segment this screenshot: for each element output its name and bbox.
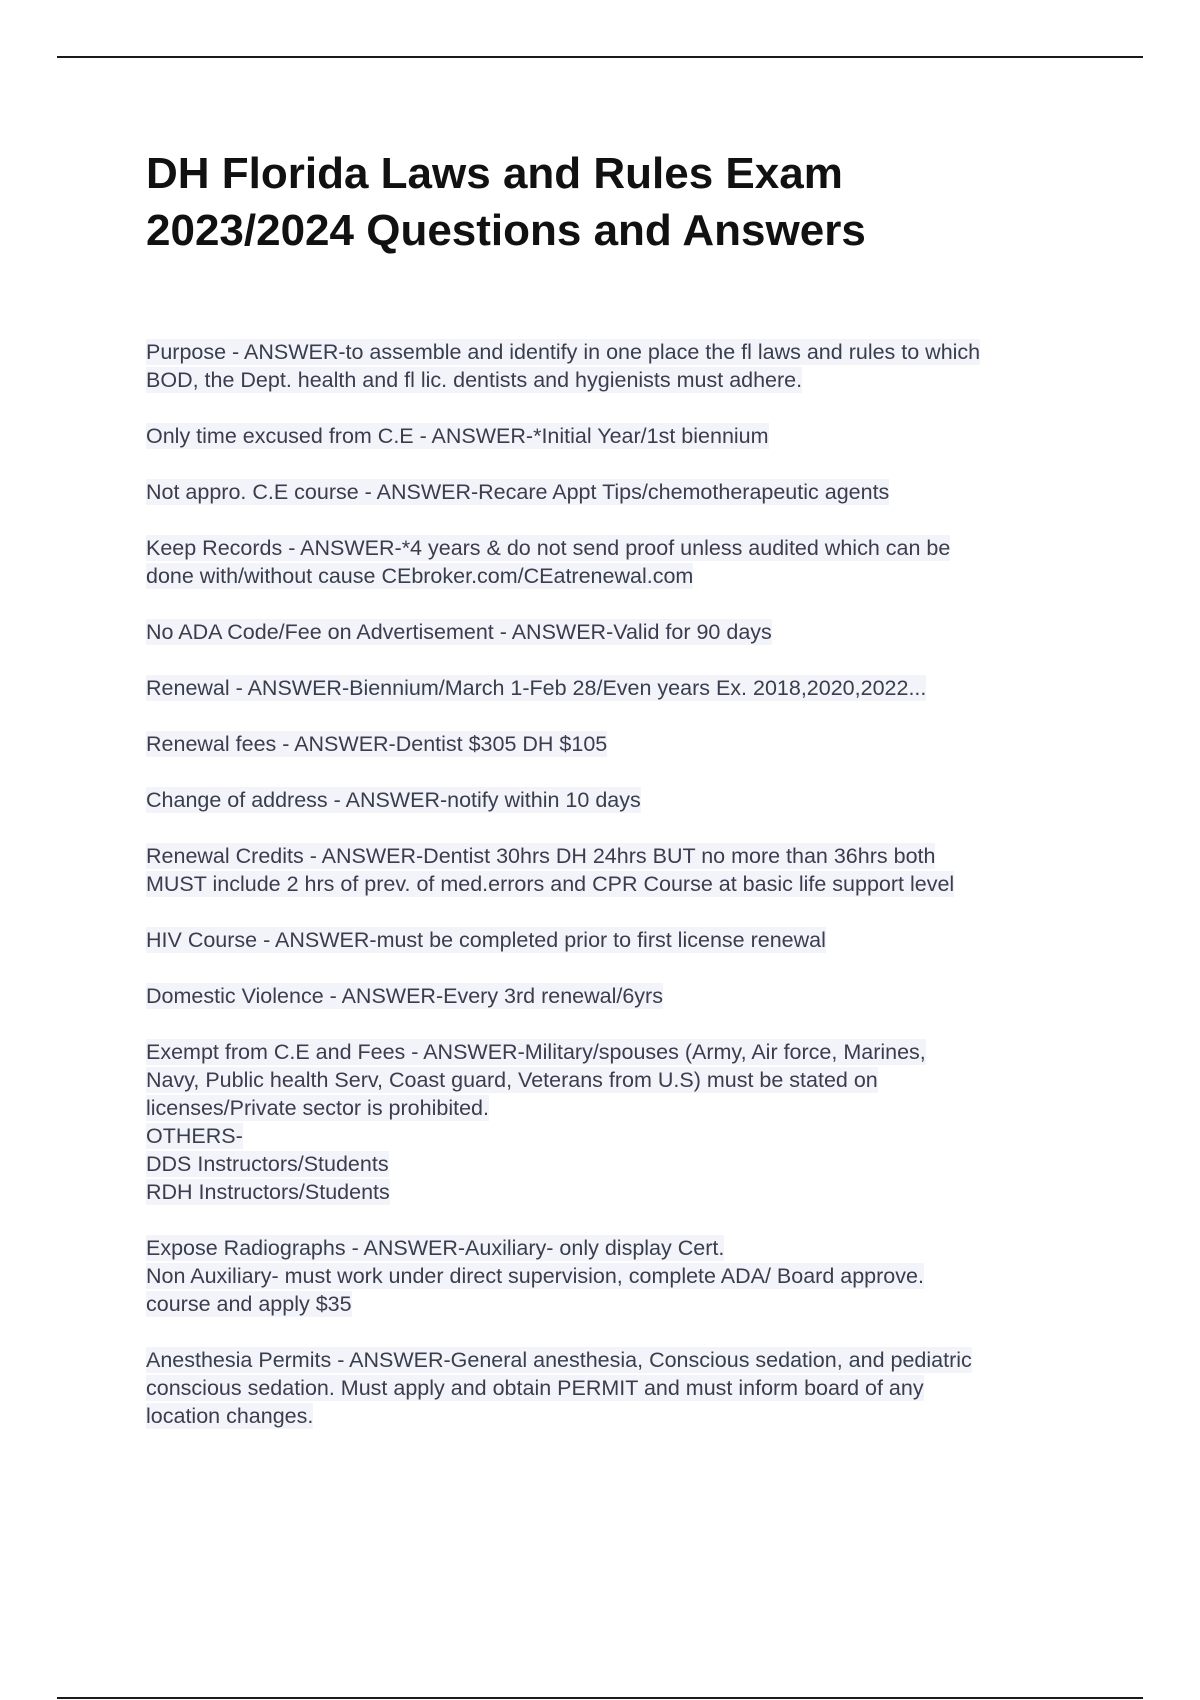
qa-text: Keep Records - ANSWER-*4 years & do not send proof unless audited which can be done with/without cause CEbroker.com/CEatrenewal.com: [146, 536, 951, 588]
qa-text: Purpose - ANSWER-to assemble and identify in one place the fl laws and rules to which BOD, the Dept. health and fl lic. dentists and hygienists must adhere.: [146, 340, 981, 392]
qa-item: [146, 618, 1106, 646]
qa-text: Domestic Violence - ANSWER-Every 3rd renewal/6yrs: [146, 984, 663, 1008]
qa-item: [146, 730, 1106, 758]
qa-item: [146, 842, 1106, 898]
qa-text: Exempt from C.E and Fees - ANSWER-Military/spouses (Army, Air force, Marines, Navy, Public health Serv, Coast guard, Veterans from U.S) must be stated on licenses/Private sector is prohibited. OTHERS- DDS Instructors/Students RDH Instructors/Students: [146, 1040, 926, 1204]
page-title: [146, 145, 1126, 259]
title-line-2: 2023/2024 Questions and Answers: [146, 206, 866, 255]
qa-text: No ADA Code/Fee on Advertisement - ANSWER-Valid for 90 days: [146, 620, 772, 644]
qa-item: [146, 1038, 1106, 1206]
qa-text: Renewal Credits - ANSWER-Dentist 30hrs DH 24hrs BUT no more than 36hrs both MUST include 2 hrs of prev. of med.errors and CPR Course at basic life support level: [146, 844, 955, 896]
qa-text: Only time excused from C.E - ANSWER-*Initial Year/1st biennium: [146, 424, 769, 448]
qa-item: [146, 1346, 1106, 1430]
qa-item: [146, 422, 1106, 450]
qa-list: [146, 338, 1106, 1458]
qa-item: [146, 338, 1106, 394]
qa-item: [146, 1234, 1106, 1318]
qa-item: [146, 982, 1106, 1010]
qa-text: Expose Radiographs - ANSWER-Auxiliary- only display Cert. Non Auxiliary- must work under direct supervision, complete ADA/ Board approve. course and apply $35: [146, 1236, 924, 1316]
qa-text: Anesthesia Permits - ANSWER-General anesthesia, Conscious sedation, and pediatric conscious sedation. Must apply and obtain PERMIT and must inform board of any location changes.: [146, 1348, 972, 1428]
qa-item: [146, 786, 1106, 814]
qa-text: Change of address - ANSWER-notify within 10 days: [146, 788, 641, 812]
title-line-1: DH Florida Laws and Rules Exam: [146, 149, 843, 198]
bottom-divider: [57, 1697, 1143, 1699]
qa-item: [146, 926, 1106, 954]
top-divider: [57, 56, 1143, 58]
qa-text: Not appro. C.E course - ANSWER-Recare Appt Tips/chemotherapeutic agents: [146, 480, 890, 504]
qa-text: Renewal fees - ANSWER-Dentist $305 DH $105: [146, 732, 608, 756]
qa-item: [146, 674, 1106, 702]
qa-item: [146, 478, 1106, 506]
qa-text: HIV Course - ANSWER-must be completed prior to first license renewal: [146, 928, 826, 952]
qa-text: Renewal - ANSWER-Biennium/March 1-Feb 28/Even years Ex. 2018,2020,2022...: [146, 676, 927, 700]
qa-item: [146, 534, 1106, 590]
